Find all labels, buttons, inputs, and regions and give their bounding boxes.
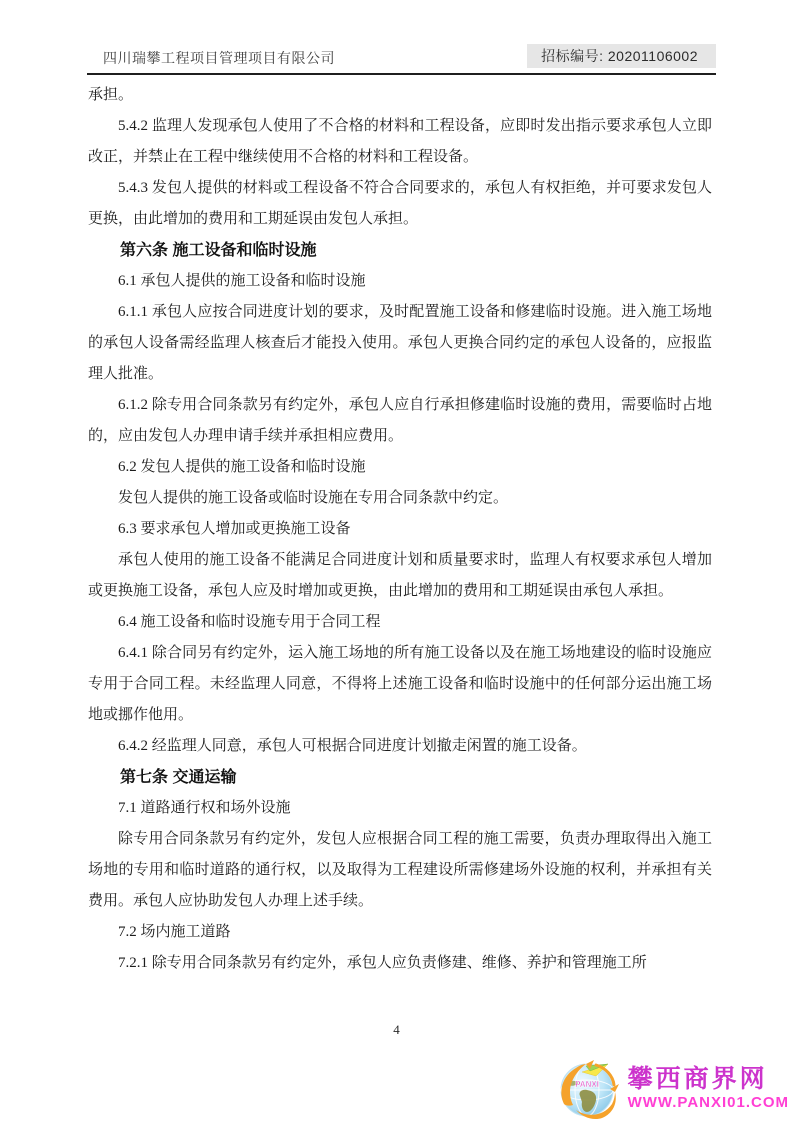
paragraph: 7.1 道路通行权和场外设施	[118, 800, 291, 816]
logo-banner-text: PANXI	[574, 1080, 599, 1089]
watermark	[556, 1056, 789, 1120]
watermark-site-name: 攀西商界网	[627, 1064, 768, 1093]
paragraph: 6.4.1 除合同另有约定外，运入施工场地的所有施工设备以及在施工场地建设的临时设施应专用于合同工程。未经监理人同意，不得将上述施工设备和临时设施中的任何部分运出施工场地或挪作他用。	[88, 645, 712, 723]
page-header	[87, 44, 716, 75]
section-heading: 第六条 施工设备和临时设施	[120, 242, 317, 259]
watermark-text	[627, 1064, 789, 1111]
paragraph: 发包人提供的施工设备或临时设施在专用合同条款中约定。	[118, 490, 509, 506]
paragraph: 5.4.2 监理人发现承包人使用了不合格的材料和工程设备，应即时发出指示要求承包人立即改正，并禁止在工程中继续使用不合格的材料和工程设备。	[88, 118, 712, 165]
paragraph: 6.1.1 承包人应按合同进度计划的要求，及时配置施工设备和修建临时设施。进入施工场地的承包人设备需经监理人核查后才能投入使用。承包人更换合同约定的承包人设备的，应报监理人批准。	[88, 304, 712, 382]
paragraph: 5.4.3 发包人提供的材料或工程设备不符合合同要求的，承包人有权拒绝，并可要求发包人更换，由此增加的费用和工期延误由发包人承担。	[88, 180, 712, 227]
paragraph: 除专用合同条款另有约定外，发包人应根据合同工程的施工需要，负责办理取得出入施工场地的专用和临时道路的通行权，以及取得为工程建设所需修建场外设施的权利，并承担有关费用。承包人应协助发包人办理上述手续。	[88, 831, 712, 909]
bid-number-label: 招标编号: 20201106002	[527, 44, 716, 68]
paragraph: 6.1 承包人提供的施工设备和临时设施	[118, 273, 366, 289]
paragraph: 承包人使用的施工设备不能满足合同进度计划和质量要求时，监理人有权要求承包人增加或更换施工设备，承包人应及时增加或更换，由此增加的费用和工期延误由承包人承担。	[88, 552, 712, 599]
paragraph: 6.4.2 经监理人同意，承包人可根据合同进度计划撤走闲置的施工设备。	[118, 738, 587, 754]
document-body	[88, 80, 712, 979]
panxi-globe-logo-icon	[556, 1056, 624, 1120]
paragraph: 7.2.1 除专用合同条款另有约定外，承包人应负责修建、维修、养护和管理施工所	[118, 955, 647, 971]
paragraph: 6.4 施工设备和临时设施专用于合同工程	[118, 614, 381, 630]
paragraph: 7.2 场内施工道路	[118, 924, 231, 940]
watermark-site-url: WWW.PANXI01.COM	[627, 1093, 789, 1111]
company-name: 四川瑞攀工程项目管理项目有限公司	[103, 50, 335, 66]
paragraph: 6.3 要求承包人增加或更换施工设备	[118, 521, 351, 537]
page-number: 4	[393, 1022, 400, 1037]
paragraph: 6.1.2 除专用合同条款另有约定外，承包人应自行承担修建临时设施的费用，需要临时占地的，应由发包人办理申请手续并承担相应费用。	[88, 397, 712, 444]
paragraph: 6.2 发包人提供的施工设备和临时设施	[118, 459, 366, 475]
section-heading: 第七条 交通运输	[120, 769, 237, 786]
paragraph: 承担。	[88, 87, 134, 103]
